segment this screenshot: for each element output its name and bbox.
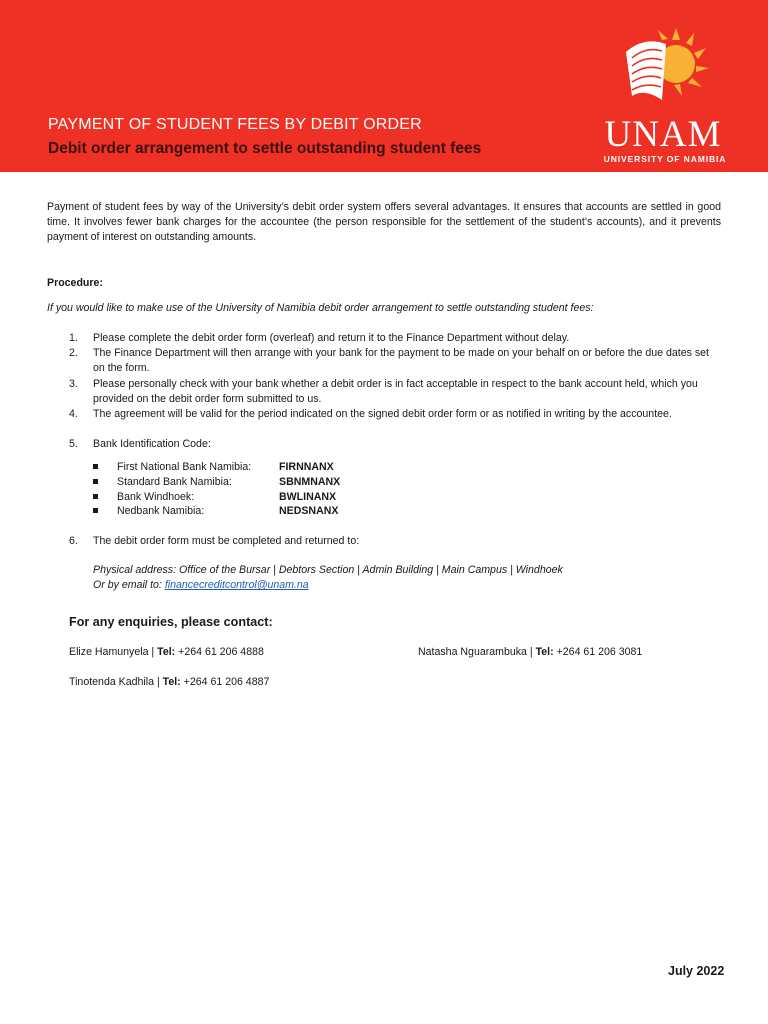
bank-name: First National Bank Namibia: — [117, 461, 252, 474]
tel-label: Tel: — [535, 645, 554, 658]
step-text: The Finance Department will then arrange with your bank for the payment to be made on your behalf on or before the due dates set on the form. — [93, 347, 709, 375]
contact-name: Natasha Nguarambuka | — [418, 645, 536, 658]
document-title: PAYMENT OF STUDENT FEES BY DEBIT ORDER — [48, 116, 422, 133]
step-text: The agreement will be valid for the period indicated on the signed debit order form or as notified in writing by the accountee. — [93, 408, 672, 421]
contacts-list — [69, 645, 721, 715]
bank-code: BWLINANX — [279, 490, 337, 503]
step-text: The debit order form must be completed and returned to: — [93, 534, 360, 547]
list-item — [47, 331, 721, 346]
email-line — [93, 578, 721, 593]
document-date: July 2022 — [668, 964, 725, 978]
square-bullet-icon — [93, 508, 98, 513]
tel-label: Tel: — [162, 675, 181, 688]
bank-name: Bank Windhoek: — [117, 490, 195, 503]
unam-logo — [596, 26, 736, 166]
step-number: 4. — [69, 408, 78, 421]
bank-code-item — [93, 490, 721, 505]
list-item — [47, 437, 721, 452]
bank-code: FIRNNANX — [279, 461, 334, 474]
sun-book-icon — [610, 26, 720, 116]
contact-tel: +264 61 206 3081 — [553, 645, 643, 658]
step-text: Bank Identification Code: — [93, 438, 211, 451]
step-number: 6. — [69, 534, 78, 547]
contact-entry — [69, 645, 264, 660]
step-number: 3. — [69, 377, 78, 390]
return-address — [93, 563, 721, 593]
email-link[interactable]: financecreditcontrol@unam.na — [164, 579, 309, 592]
list-item — [47, 346, 721, 376]
logo-subtext: UNIVERSITY OF NAMIBIA — [603, 154, 727, 164]
procedure-steps-continued — [47, 534, 721, 549]
contact-entry — [69, 675, 269, 690]
step-number: 5. — [69, 438, 78, 451]
list-item — [47, 534, 721, 549]
step-number: 1. — [69, 332, 78, 345]
document-body — [47, 200, 721, 715]
square-bullet-icon — [93, 479, 98, 484]
header-banner — [0, 0, 768, 172]
bank-code-item — [93, 460, 721, 475]
enquiries-heading: For any enquiries, please contact: — [69, 615, 273, 630]
tel-label: Tel: — [157, 645, 176, 658]
contact-tel: +264 61 206 4888 — [175, 645, 264, 658]
step-number: 2. — [69, 347, 78, 360]
bank-code-item — [93, 504, 721, 519]
contact-name: Tinotenda Kadhila | — [69, 675, 163, 688]
bank-code: NEDSNANX — [279, 505, 339, 518]
list-item — [47, 377, 721, 407]
procedure-steps — [47, 331, 721, 452]
procedure-heading: Procedure: — [47, 276, 103, 289]
procedure-note: If you would like to make use of the University of Namibia debit order arrangement to settle outstanding student fees: — [47, 301, 594, 314]
bank-code-item — [93, 475, 721, 490]
contact-entry — [418, 645, 642, 660]
logo-wordmark: UNAM — [604, 114, 722, 155]
list-item — [47, 407, 721, 422]
document-subtitle: Debit order arrangement to settle outstanding student fees — [48, 140, 482, 157]
email-prefix: Or by email to: — [93, 579, 165, 592]
step-text: Please personally check with your bank whether a debit order is in fact acceptable in respect to the bank account held, which you provided on the debit order form submitted to us. — [93, 377, 698, 405]
bank-code: SBNMNANX — [279, 476, 341, 489]
bank-codes-list — [47, 460, 721, 518]
physical-address: Physical address: Office of the Bursar | Debtors Section | Admin Building | Main Campus | Windhoek — [93, 564, 563, 577]
bank-name: Standard Bank Namibia: — [117, 476, 232, 489]
contact-name: Elize Hamunyela | — [69, 645, 158, 658]
step-text: Please complete the debit order form (overleaf) and return it to the Finance Department without delay. — [93, 332, 570, 345]
intro-paragraph: Payment of student fees by way of the University’s debit order system offers several advantages. It ensures that accounts are settled in good time. It involves fewer bank charges for the accountee (the person responsible for the settlement of the student’s accounts), and it prevents payment of interest on outstanding amounts. — [47, 201, 721, 244]
bank-name: Nedbank Namibia: — [117, 505, 205, 518]
contact-tel: +264 61 206 4887 — [180, 675, 270, 688]
square-bullet-icon — [93, 494, 98, 499]
square-bullet-icon — [93, 464, 98, 469]
